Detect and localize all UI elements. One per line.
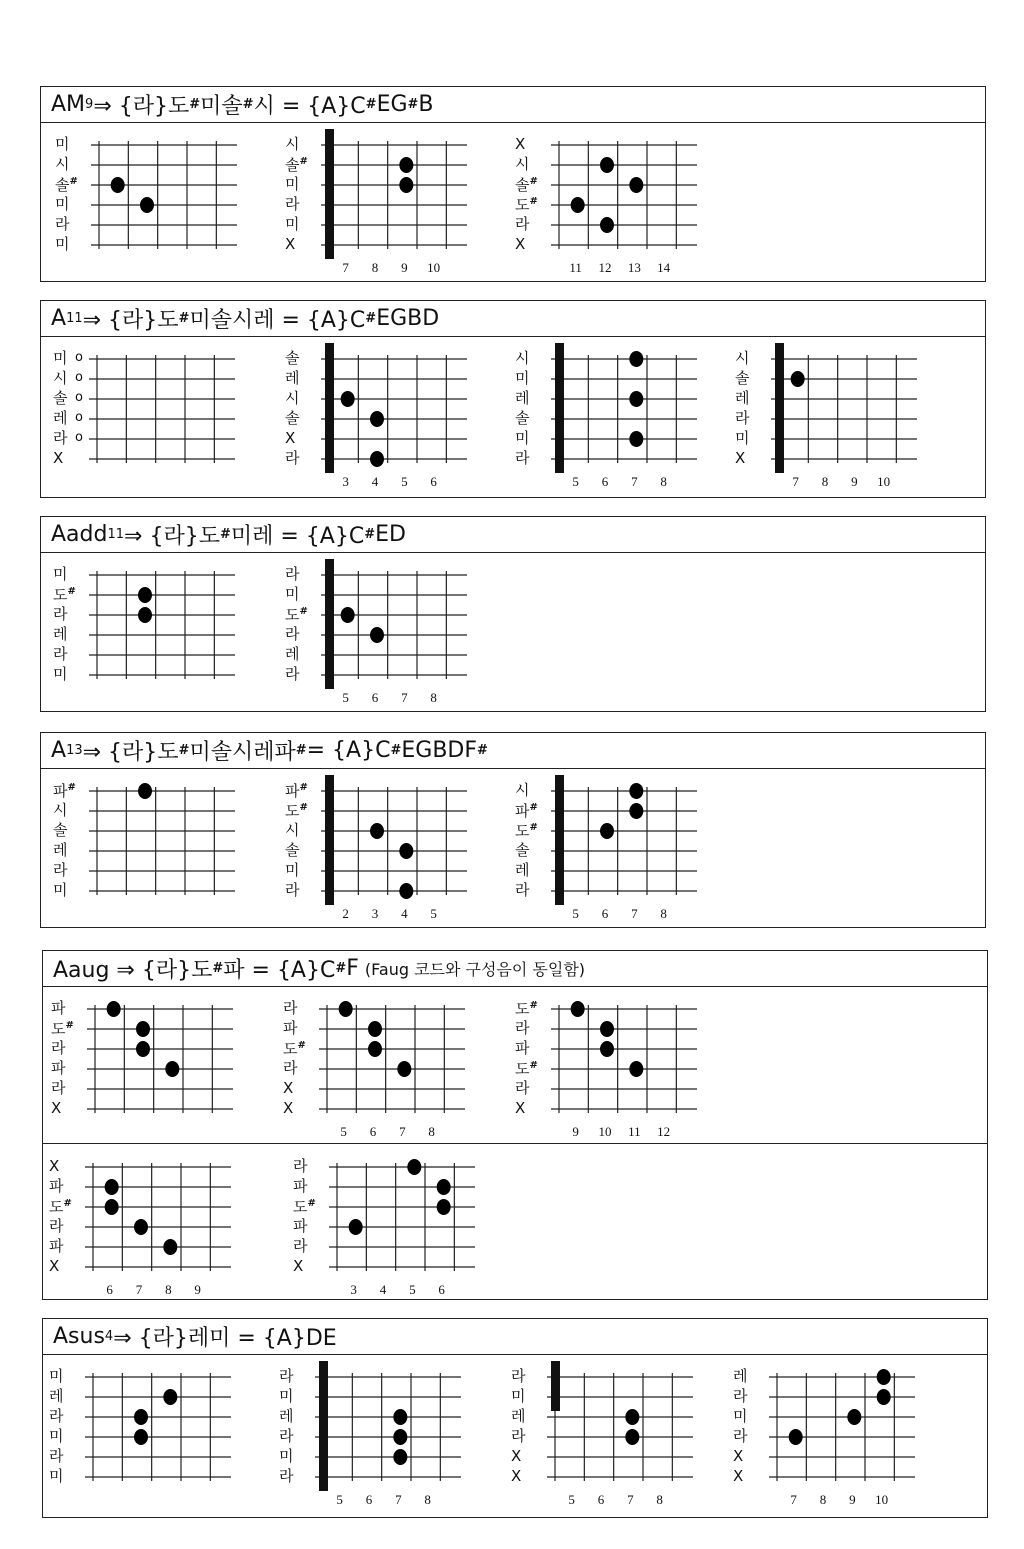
- string-note-label: X: [51, 1099, 62, 1117]
- title-fragment: 11: [107, 527, 125, 542]
- fretboard-grid: [43, 1319, 989, 1519]
- string-note-label: 라: [279, 1367, 294, 1385]
- finger-dot: [370, 627, 384, 643]
- title-fragment: 4: [104, 1329, 114, 1344]
- string-note-label: 라: [515, 1019, 530, 1037]
- barre-bar: [775, 343, 784, 473]
- barre-bar: [555, 775, 564, 905]
- string-note-label: 라: [55, 215, 70, 233]
- string-note-label: 라: [49, 1447, 64, 1465]
- fret-number: 6: [106, 1282, 113, 1297]
- title-fragment: #: [390, 743, 402, 758]
- fret-number: 14: [657, 260, 671, 275]
- title-fragment: Aadd: [51, 522, 108, 547]
- string-note-label: 도#: [285, 802, 308, 820]
- string-note-label: 시: [53, 801, 68, 819]
- fret-number: 7: [631, 906, 638, 921]
- title-fragment: #: [477, 743, 488, 758]
- finger-dot: [437, 1199, 451, 1215]
- fret-number: 13: [627, 260, 641, 275]
- fret-number: 6: [369, 1124, 377, 1139]
- title-fragment: ⇒ {라}도: [82, 740, 179, 765]
- string-note-label: X: [283, 1099, 294, 1117]
- string-note-label: 파: [293, 1217, 308, 1235]
- finger-dot: [629, 803, 643, 819]
- title-fragment: #: [178, 311, 190, 326]
- string-note-label: 미: [511, 1387, 526, 1405]
- string-note-label: 시: [55, 155, 70, 173]
- chord-section-a13: [40, 732, 986, 928]
- string-note-label: 시: [515, 781, 530, 799]
- string-note-label: 도#: [515, 1000, 538, 1018]
- title-fragment: 시 = {A}C: [253, 94, 366, 119]
- string-note-label: 솔#: [515, 176, 538, 194]
- string-note-label: 라: [285, 625, 300, 643]
- string-note-label: 도#: [49, 1198, 72, 1216]
- string-note-label: 레: [735, 389, 750, 407]
- chord-section-asus4: [42, 1318, 988, 1518]
- fret-number: 7: [627, 1492, 634, 1507]
- title-fragment: ⇒ {라}도: [82, 308, 179, 333]
- chord-section-a11: [40, 300, 986, 498]
- string-note-label: 라: [293, 1237, 308, 1255]
- fretboard-grid: [41, 87, 987, 283]
- fret-number: 7: [401, 690, 408, 705]
- string-note-label: 미: [49, 1367, 64, 1385]
- string-note-label: 시: [515, 349, 530, 367]
- fret-number: 7: [135, 1282, 143, 1297]
- title-fragment: B: [418, 92, 434, 117]
- title-fragment: #: [407, 97, 419, 112]
- string-note-label: 미: [55, 235, 70, 253]
- fret-number: 8: [819, 1492, 827, 1507]
- fret-number: 4: [379, 1282, 387, 1297]
- string-note-label: 미: [49, 1467, 64, 1485]
- string-note-label: 미: [285, 861, 300, 879]
- fret-number: 7: [395, 1492, 402, 1507]
- string-note-label: 라: [733, 1387, 748, 1405]
- chord-section-aaug: [42, 950, 988, 1300]
- string-note-label: 미: [53, 565, 68, 583]
- string-note-label: 시: [735, 349, 750, 367]
- finger-dot: [600, 157, 614, 173]
- fret-number: 9: [849, 1492, 856, 1507]
- fret-number: 3: [342, 474, 349, 489]
- fret-number: 5: [336, 1492, 343, 1507]
- fret-number: 7: [399, 1124, 406, 1139]
- string-note-label: 솔: [515, 841, 530, 859]
- string-note-label: X: [511, 1447, 522, 1465]
- fret-number: 6: [430, 474, 437, 489]
- string-note-label: 레: [515, 861, 530, 879]
- fret-number: 6: [438, 1282, 445, 1297]
- string-note-label: X: [49, 1157, 60, 1175]
- title-fragment: A: [51, 306, 67, 331]
- title-fragment: #: [335, 961, 347, 976]
- string-note-label: 라: [735, 409, 750, 427]
- fret-number: 4: [371, 474, 379, 489]
- string-note-label: 라: [515, 881, 530, 899]
- string-note-label: 미: [55, 195, 70, 213]
- title-fragment: ⇒ {라}레미 = {A}DE: [113, 1326, 337, 1351]
- string-note-label: 라: [733, 1427, 748, 1445]
- string-note-label: X: [511, 1467, 522, 1485]
- finger-dot: [791, 371, 805, 387]
- title-fragment: #: [365, 97, 377, 112]
- string-note-label: 미: [279, 1447, 294, 1465]
- string-note-label: 시: [285, 389, 300, 407]
- fret-number: 8: [660, 474, 667, 489]
- string-note-label: 파#: [285, 782, 308, 800]
- fret-number: 5: [572, 474, 579, 489]
- string-note-label: 도#: [283, 1040, 306, 1058]
- string-note-label: X: [515, 135, 526, 153]
- string-note-label: 레: [515, 389, 530, 407]
- string-note-label: 라: [515, 1079, 530, 1097]
- string-note-label: 파: [51, 1059, 66, 1077]
- string-note-label: 라: [515, 449, 530, 467]
- title-fragment: Asus: [53, 1324, 105, 1349]
- string-note-label: X: [735, 449, 746, 467]
- string-note-label: 파: [49, 1177, 64, 1195]
- string-note-label: 파: [283, 1019, 298, 1037]
- finger-dot: [349, 1219, 363, 1235]
- barre-bar: [325, 559, 334, 689]
- string-note-label: X: [733, 1447, 744, 1465]
- string-note-label: 라: [515, 215, 530, 233]
- fret-number: 5: [401, 474, 408, 489]
- string-note-label: X: [733, 1467, 744, 1485]
- string-note-label: 라: [285, 665, 300, 683]
- fretboard-grid: [41, 517, 987, 713]
- fret-number: 11: [569, 260, 582, 275]
- string-note-label: 라: [49, 1217, 64, 1235]
- fret-number: 8: [656, 1492, 663, 1507]
- string-note-label: 미: [515, 429, 530, 447]
- string-note-label: 솔: [285, 409, 300, 427]
- string-note-label: 라: [51, 1079, 66, 1097]
- string-note-label: 라: [51, 1039, 66, 1057]
- string-note-label: 미: [285, 215, 300, 233]
- finger-dot: [847, 1409, 861, 1425]
- string-note-label: 미: [49, 1427, 64, 1445]
- string-note-label: 레: [53, 625, 68, 643]
- title-fragment: #: [365, 311, 377, 326]
- fret-number: 8: [660, 906, 667, 921]
- title-fragment: #: [189, 97, 201, 112]
- title-fragment: 미솔시레파: [189, 740, 296, 765]
- fret-number: 8: [430, 690, 437, 705]
- string-note-label: 솔: [53, 821, 68, 839]
- string-note-label: 라: [53, 861, 68, 879]
- string-note-label: 라: [53, 605, 68, 623]
- string-note-label: 파: [51, 999, 66, 1017]
- title-fragment: = {A}C: [306, 738, 391, 763]
- fret-number: 8: [424, 1492, 431, 1507]
- string-note-label: 시: [515, 155, 530, 173]
- string-note-label: 라: [511, 1427, 526, 1445]
- string-note-label: 도#: [51, 1020, 74, 1038]
- string-note-label: 미: [279, 1387, 294, 1405]
- finger-dot: [877, 1369, 891, 1385]
- string-note-label: 미: [285, 175, 300, 193]
- string-note-label: 레: [49, 1387, 64, 1405]
- string-note-label: 레: [53, 841, 68, 859]
- fret-number: 8: [371, 260, 379, 275]
- fret-number: 3: [371, 906, 379, 921]
- fret-number: 9: [401, 260, 408, 275]
- string-note-label: 파: [515, 1039, 530, 1057]
- fret-number: 9: [851, 474, 858, 489]
- string-note-label: 솔: [53, 389, 68, 407]
- fret-number: 11: [628, 1124, 641, 1139]
- string-note-label: 솔: [285, 841, 300, 859]
- string-note-label: 라: [283, 1059, 298, 1077]
- string-note-label: 미: [733, 1407, 748, 1425]
- chord-section-aadd11: [40, 516, 986, 712]
- string-note-label: 미: [53, 665, 68, 683]
- fret-number: 6: [601, 474, 609, 489]
- title-fragment: ED: [375, 522, 406, 547]
- title-fragment: AM: [51, 92, 86, 117]
- title-fragment: 미솔: [200, 94, 243, 119]
- fret-number: 5: [430, 906, 437, 921]
- fret-number: 4: [401, 906, 408, 921]
- fret-number: 10: [877, 474, 891, 489]
- fret-number: 5: [409, 1282, 416, 1297]
- title-fragment: 미레 = {A}C: [230, 524, 365, 549]
- finger-dot: [789, 1429, 803, 1445]
- title-fragment: 파 = {A}C: [223, 958, 336, 983]
- string-note-label: 미: [53, 881, 68, 899]
- string-note-label: 라: [283, 999, 298, 1017]
- string-note-label: 레: [285, 369, 300, 387]
- string-note-label: X: [53, 449, 64, 467]
- string-note-label: 솔: [515, 409, 530, 427]
- string-note-label: 도#: [53, 586, 76, 604]
- string-note-label: 파: [293, 1177, 308, 1195]
- string-note-label: 미: [53, 349, 68, 367]
- finger-dot: [571, 197, 585, 213]
- string-note-label: 도#: [285, 606, 308, 624]
- fret-number: 12: [598, 260, 612, 275]
- fret-number: 10: [875, 1492, 889, 1507]
- string-note-label: 라: [49, 1407, 64, 1425]
- string-note-label: X: [285, 235, 296, 253]
- title-fragment: ⇒ {라}도: [93, 94, 190, 119]
- title-fragment: #: [242, 97, 254, 112]
- string-note-label: 파: [49, 1237, 64, 1255]
- open-string-mark: o: [75, 390, 83, 405]
- string-note-label: 라: [279, 1427, 294, 1445]
- title-fragment: #: [178, 743, 190, 758]
- title-fragment: 9: [85, 97, 94, 112]
- string-note-label: 라: [53, 429, 68, 447]
- fret-number: 6: [597, 1492, 605, 1507]
- open-string-mark: o: [75, 370, 83, 385]
- string-note-label: 시: [53, 369, 68, 387]
- string-note-label: 레: [279, 1407, 294, 1425]
- title-fragment: A: [51, 738, 67, 763]
- fret-number: 7: [342, 260, 349, 275]
- finger-dot: [629, 783, 643, 799]
- string-note-label: 미: [285, 585, 300, 603]
- string-note-label: 라: [53, 645, 68, 663]
- finger-dot: [600, 217, 614, 233]
- string-note-label: X: [49, 1257, 60, 1275]
- string-note-label: 라: [279, 1467, 294, 1485]
- string-note-label: 파#: [53, 782, 76, 800]
- string-note-label: 라: [285, 449, 300, 467]
- string-note-label: 미: [55, 135, 70, 153]
- fret-number: 6: [371, 690, 379, 705]
- fret-number: 5: [572, 906, 579, 921]
- string-note-label: 도#: [293, 1198, 316, 1216]
- title-fragment: EGBD: [376, 306, 440, 331]
- title-fragment: #: [364, 527, 376, 542]
- title-fragment: #: [219, 527, 231, 542]
- fretboard-grid: [43, 951, 989, 1301]
- title-fragment: 13: [66, 743, 83, 758]
- fret-number: 6: [601, 906, 609, 921]
- string-note-label: 라: [285, 881, 300, 899]
- finger-dot: [629, 177, 643, 193]
- title-fragment: EGBDF: [401, 738, 478, 763]
- fret-number: 5: [340, 1124, 347, 1139]
- fret-number: 12: [657, 1124, 671, 1139]
- string-note-label: 도#: [515, 822, 538, 840]
- fret-number: 8: [165, 1282, 172, 1297]
- fret-number: 8: [821, 474, 829, 489]
- open-string-mark: o: [75, 410, 83, 425]
- finger-dot: [600, 823, 614, 839]
- title-fragment: EG: [376, 92, 408, 117]
- string-note-label: X: [515, 1099, 526, 1117]
- finger-dot: [341, 607, 355, 623]
- string-note-label: 시: [285, 821, 300, 839]
- title-fragment: #: [295, 743, 307, 758]
- fretboard-grid: [41, 301, 987, 499]
- title-fragment: F: [346, 956, 359, 981]
- string-note-label: X: [283, 1079, 294, 1097]
- string-note-label: 레: [733, 1367, 748, 1385]
- fret-number: 10: [598, 1124, 612, 1139]
- string-note-label: 솔#: [285, 156, 308, 174]
- string-note-label: 라: [511, 1367, 526, 1385]
- title-fragment: 미솔시레 = {A}C: [189, 308, 366, 333]
- string-note-label: 시: [285, 135, 300, 153]
- string-note-label: 미: [735, 429, 750, 447]
- title-fragment: #: [212, 961, 224, 976]
- string-note-label: X: [293, 1257, 304, 1275]
- fret-number: 9: [572, 1124, 579, 1139]
- finger-dot: [877, 1389, 891, 1405]
- fret-number: 7: [792, 474, 799, 489]
- title-fragment: (Faug 코드와 구성음이 동일함): [364, 960, 586, 979]
- open-string-mark: o: [75, 350, 83, 365]
- fret-number: 5: [342, 690, 349, 705]
- title-fragment: ⇒ {라}도: [124, 524, 220, 549]
- string-note-label: 솔: [285, 349, 300, 367]
- string-note-label: 솔#: [55, 176, 78, 194]
- fret-number: 5: [568, 1492, 575, 1507]
- string-note-label: X: [285, 429, 296, 447]
- string-note-label: 도#: [515, 1060, 538, 1078]
- string-note-label: 레: [511, 1407, 526, 1425]
- fretboard-grid: [41, 733, 987, 929]
- finger-dot: [437, 1179, 451, 1195]
- fret-number: 9: [194, 1282, 201, 1297]
- string-note-label: 파#: [515, 802, 538, 820]
- finger-dot: [407, 1159, 421, 1175]
- fret-number: 10: [427, 260, 441, 275]
- string-note-label: 라: [293, 1157, 308, 1175]
- fret-number: 6: [365, 1492, 373, 1507]
- string-note-label: 도#: [515, 196, 538, 214]
- fret-number: 7: [631, 474, 638, 489]
- string-note-label: 라: [285, 565, 300, 583]
- title-fragment: 11: [66, 311, 83, 326]
- chord-section-am9: [40, 86, 986, 282]
- string-note-label: 솔: [735, 369, 750, 387]
- fret-number: 3: [350, 1282, 357, 1297]
- fret-number: 2: [342, 906, 349, 921]
- string-note-label: 라: [285, 195, 300, 213]
- string-note-label: 레: [53, 409, 68, 427]
- fret-number: 8: [428, 1124, 435, 1139]
- title-fragment: Aaug ⇒ {라}도: [53, 958, 213, 983]
- string-note-label: X: [515, 235, 526, 253]
- fret-number: 7: [790, 1492, 797, 1507]
- string-note-label: 미: [515, 369, 530, 387]
- string-note-label: 레: [285, 645, 300, 663]
- open-string-mark: o: [75, 430, 83, 445]
